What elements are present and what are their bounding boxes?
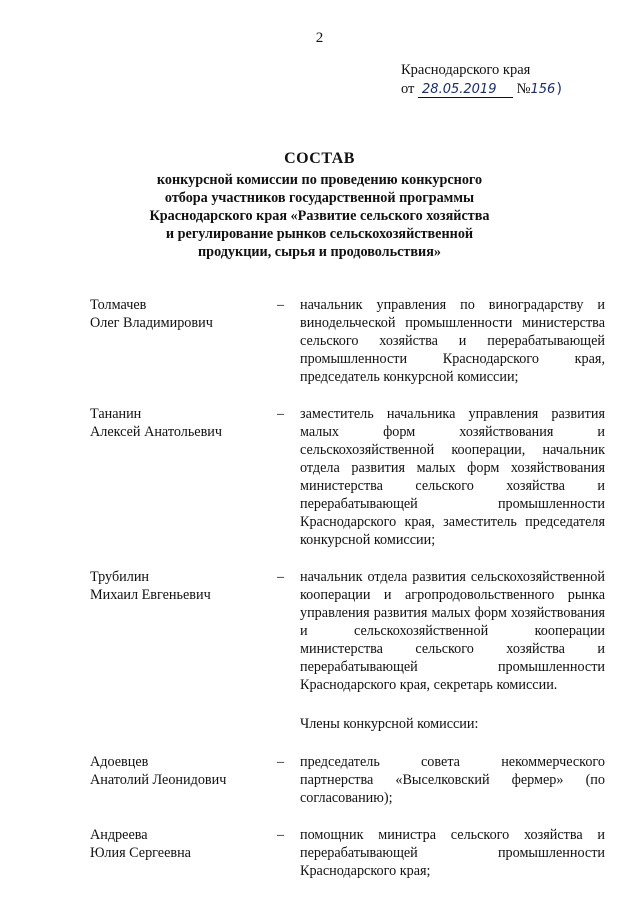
separator-dash: – (277, 754, 285, 770)
member-name (90, 296, 213, 332)
member-entry (0, 753, 639, 807)
member-given-name: Алексей Анатольевич (90, 424, 223, 440)
header-region: Краснодарского края (401, 62, 531, 78)
member-entry (0, 296, 639, 386)
separator-dash: – (277, 569, 285, 585)
member-name (90, 826, 191, 862)
page-number: 2 (315, 30, 324, 46)
member-description: начальник отдела развития сельскохозяйственной кооперации и агропродовольственного рынка управления развития малых форм хозяйствования и сельскохозяйственной кооперации министерства сельского хозяйства и перерабатывающей промышленности Краснодарского края, секретарь комиссии. (300, 569, 605, 693)
order-date-line (401, 80, 562, 99)
subtitle-line: Краснодарского края «Развитие сельского хозяйства (149, 208, 490, 224)
separator-dash: – (277, 297, 285, 313)
member-description: заместитель начальника управления развития малых форм хозяйствования и сельскохозяйственной кооперации, начальник отдела развития малых форм хозяйствования министерства сельского хозяйства и перерабатывающей промышленности Краснодарского края, заместитель председателя конкурсной комиссии; (300, 406, 605, 548)
subtitle-line: конкурсной комиссии по проведению конкурсного (156, 172, 483, 188)
member-description: начальник управления по виноградарству и винодельческой промышленности министерства сельского хозяйства и перерабатывающей промышленности Краснодарского края, председатель конкурсной комиссии; (300, 297, 605, 385)
subtitle-line: продукции, сырья и продовольствия» (198, 244, 441, 260)
member-entry (0, 568, 639, 694)
members-section-label: Члены конкурсной комиссии: (300, 716, 479, 732)
member-given-name: Юлия Сергеевна (90, 845, 191, 861)
subtitle-line: отбора участников государственной программы (164, 190, 475, 206)
member-entry (0, 826, 639, 880)
member-name (90, 568, 211, 604)
date-prefix: от (401, 81, 415, 97)
member-surname: Толмачев (90, 297, 147, 313)
member-given-name: Олег Владимирович (90, 315, 213, 331)
members-list (0, 296, 639, 880)
member-entry (0, 405, 639, 549)
member-surname: Трубилин (90, 569, 150, 585)
member-description: помощник министра сельского хозяйства и перерабатывающей промышленности Краснодарского края; (300, 827, 605, 879)
subtitle-line: и регулирование рынков сельскохозяйственной (165, 226, 474, 242)
member-surname: Тананин (90, 406, 142, 422)
number-prefix: № (516, 81, 531, 97)
member-description: председатель совета некоммерческого партнерства «Выселковский фермер» (по согласованию); (300, 754, 605, 806)
member-name (90, 405, 222, 441)
separator-dash: – (277, 827, 285, 843)
handwritten-paren: ) (556, 81, 562, 97)
document-title: СОСТАВ (284, 150, 355, 167)
member-surname: Адоевцев (90, 754, 149, 770)
member-surname: Андреева (90, 827, 148, 843)
member-given-name: Анатолий Леонидович (90, 772, 227, 788)
member-name (90, 753, 226, 789)
handwritten-date: 28.05.2019 (418, 82, 513, 98)
handwritten-number: 156 (530, 82, 556, 97)
member-given-name: Михаил Евгеньевич (90, 587, 211, 603)
separator-dash: – (277, 406, 285, 422)
document-subtitle (0, 171, 639, 261)
